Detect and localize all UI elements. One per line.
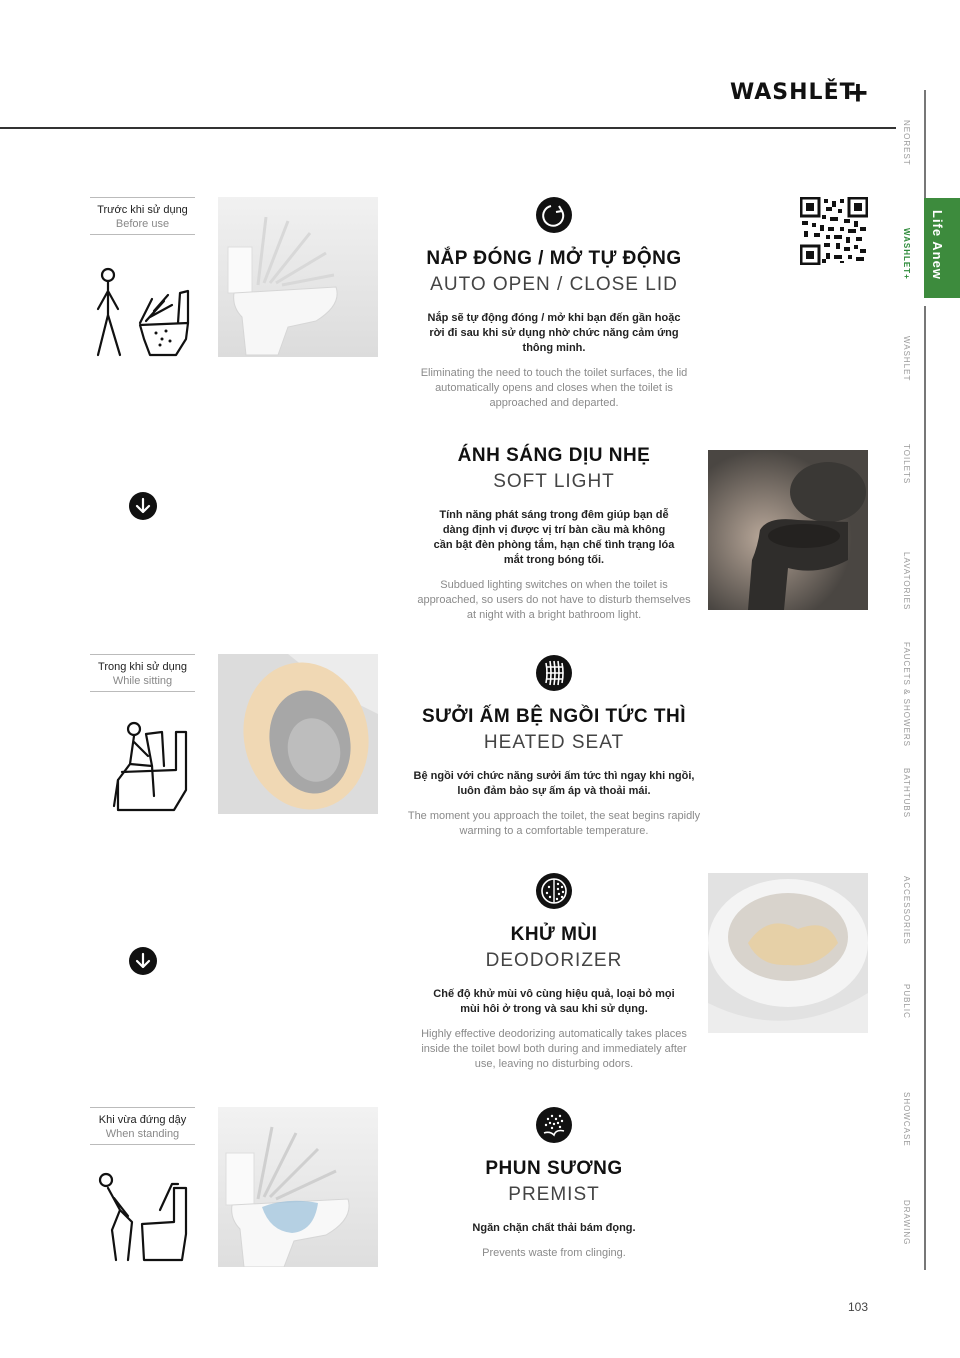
feature-title-vi: PHUN SƯƠNG: [485, 1158, 623, 1179]
feature-title-en: HEATED SEAT: [483, 732, 625, 753]
feature-desc-en: Eliminating the need to touch the toilet surfaces, the lid automatically opens and closes when the toilet is approached and departed.: [420, 367, 688, 409]
nav-label: ACCESSORIES: [902, 876, 911, 945]
washlet-plus-logo: [730, 74, 875, 112]
nav-label: SHOWCASE: [902, 1092, 911, 1147]
deodorizer-icon: [536, 873, 572, 909]
nav-item-lavatories[interactable]: [896, 522, 960, 630]
nav-label: FAUCETS & SHOWERS: [902, 642, 911, 748]
usage-label-before: [90, 197, 195, 235]
feature-desc-vi: Bệ ngồi với chức năng sưởi ấm tức thì ngay khi ngồi, luôn đảm bảo sự ấm áp và thoải mái.: [413, 770, 695, 797]
nav-label: TOILETS: [902, 444, 911, 485]
nav-item-toilets[interactable]: [896, 414, 960, 522]
person-standing-up-pictogram: [98, 1170, 193, 1265]
usage-vi: Trong khi sử dụng: [98, 661, 187, 673]
usage-label-standing: [90, 1107, 195, 1145]
premist-photo: [218, 1107, 378, 1267]
feature-premist: [404, 1107, 704, 1261]
nav-label: WASHLET+: [902, 228, 911, 280]
nav-item-public[interactable]: [896, 954, 960, 1062]
deodorizer-photo: [708, 873, 868, 1033]
heated-seat-photo: [218, 654, 378, 814]
nav-label: BATHTUBS: [902, 768, 911, 819]
feature-desc-en: Subdued lighting switches on when the toilet is approached, so users do not have to disturb themselves at night with a bright bathroom light.: [417, 579, 691, 621]
feature-desc-en: Prevents waste from clinging.: [482, 1247, 626, 1259]
feature-auto-lid: [404, 197, 704, 411]
usage-vi: Trước khi sử dụng: [97, 204, 188, 216]
nav-label: LAVATORIES: [902, 552, 911, 611]
usage-vi: Khi vừa đứng dậy: [98, 1114, 187, 1126]
nav-label: DRAWING: [902, 1200, 911, 1246]
usage-en: Before use: [115, 218, 170, 230]
feature-title-vi: SƯỞI ẤM BỆ NGỒI TỨC THÌ: [421, 706, 686, 727]
down-arrow-icon: [129, 947, 157, 975]
feature-title-en: DEODORIZER: [485, 950, 623, 971]
feature-desc-vi: Chế độ khử mùi vô cùng hiệu quả, loại bỏ mọi mùi hôi ở trong và sau khi sử dụng.: [433, 988, 675, 1015]
down-arrow-icon: [129, 492, 157, 520]
feature-desc-vi: Nắp sẽ tự động đóng / mở khi bạn đến gần hoặc rời đi sau khi sử dụng nhờ chức năng cảm ứng thông minh.: [427, 312, 681, 354]
power-circle-icon: [536, 197, 572, 233]
nav-item-faucets-showers[interactable]: [896, 630, 960, 748]
page-number: 103: [848, 1300, 869, 1314]
feature-heated-seat: [404, 655, 704, 839]
qr-code-icon[interactable]: [800, 197, 868, 265]
nav-label: PUBLIC: [902, 984, 911, 1019]
usage-en: When standing: [105, 1128, 180, 1140]
feature-title-vi: KHỬ MÙI: [510, 924, 598, 945]
person-sitting-pictogram: [104, 720, 194, 812]
nav-item-washlet[interactable]: [896, 306, 960, 414]
nav-item-bathtubs[interactable]: [896, 738, 960, 846]
nav-item-neorest[interactable]: [896, 90, 960, 198]
usage-en: While sitting: [112, 675, 173, 687]
soft-light-photo: [708, 450, 868, 610]
active-tab-label: Life Anew: [930, 210, 945, 280]
nav-label: WASHLET: [902, 336, 911, 382]
logo-plus: +: [848, 74, 868, 112]
feature-title-en: AUTO OPEN / CLOSE LID: [430, 274, 678, 295]
feature-desc-en: The moment you approach the toilet, the seat begins rapidly warming to a comfortable temperature.: [407, 810, 701, 837]
feature-desc-vi: Ngăn chặn chất thải bám đọng.: [472, 1222, 636, 1234]
nav-item-accessories[interactable]: [896, 846, 960, 954]
feature-title-en: SOFT LIGHT: [493, 471, 615, 492]
nav-item-drawing[interactable]: [896, 1170, 960, 1270]
feature-soft-light: [404, 444, 704, 623]
premist-icon: [536, 1107, 572, 1143]
usage-label-sitting: [90, 654, 195, 692]
person-approaching-pictogram: [90, 265, 195, 360]
feature-title-vi: ÁNH SÁNG DỊU NHẸ: [457, 445, 651, 466]
nav-item-showcase[interactable]: [896, 1062, 960, 1170]
feature-title-vi: NẮP ĐÓNG / MỞ TỰ ĐỘNG: [426, 248, 682, 269]
auto-lid-photo: [218, 197, 378, 357]
logo-text: WASHLĚT: [730, 80, 856, 105]
feature-deodorizer: [404, 873, 704, 1072]
header-rule: [0, 127, 896, 129]
feature-desc-en: Highly effective deodorizing automatically takes places inside the toilet bowl both during and immediately after use, leaving no disturbing odors.: [421, 1028, 687, 1070]
active-section-tab[interactable]: [924, 198, 960, 298]
feature-title-en: PREMIST: [508, 1184, 600, 1205]
feature-desc-vi: Tính năng phát sáng trong đêm giúp bạn dễ dàng định vị được vị trí bàn cầu mà không cần bật đèn phòng tắm, hạn chế tình trạng lóa mắt trong bóng tối.: [433, 509, 675, 566]
nav-label: NEOREST: [902, 120, 911, 166]
heated-seat-icon: [536, 655, 572, 691]
